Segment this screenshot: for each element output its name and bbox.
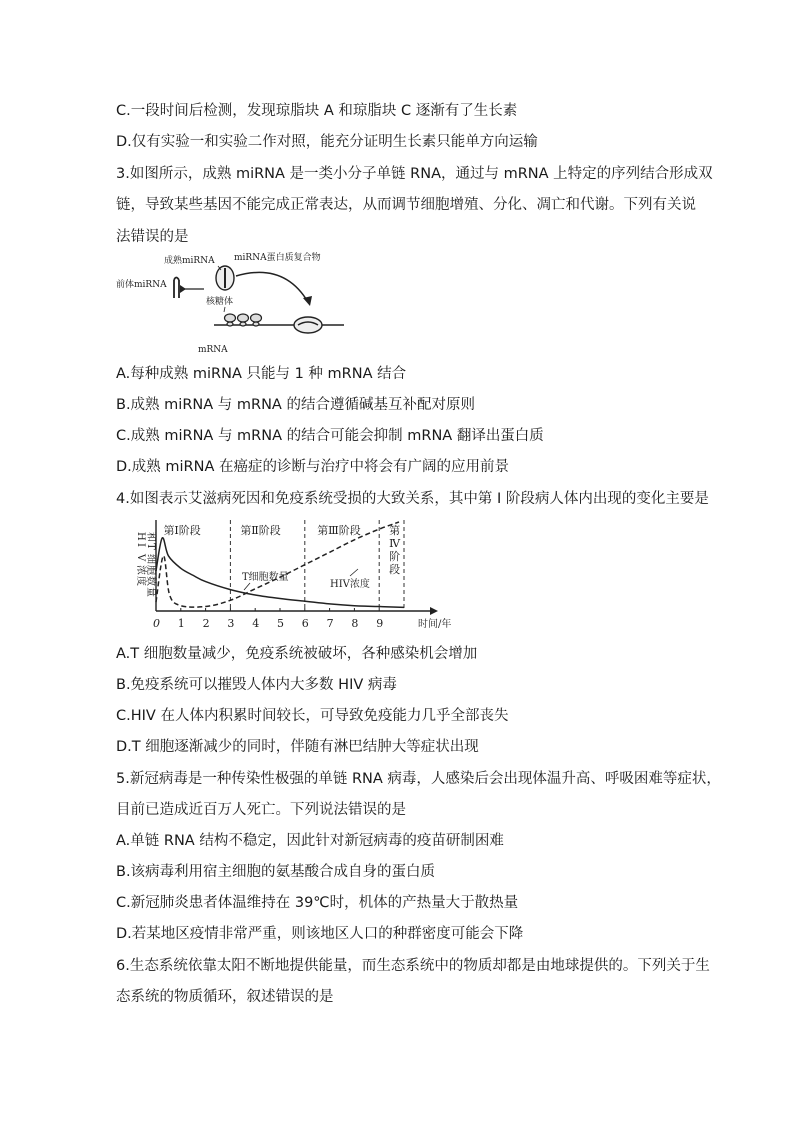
y-axis-label-char: 浓 bbox=[135, 565, 146, 575]
phase-label: 第Ⅱ阶段 bbox=[240, 524, 281, 537]
y-axis-label-char: 胞 bbox=[145, 565, 156, 575]
arrow-to-mrna bbox=[236, 272, 308, 302]
q3-stem-line1: 3.如图所示，成熟 miRNA 是一类小分子单链 RNA，通过与 mRNA 上特定的序列结合形成双 bbox=[116, 166, 713, 182]
y-axis-label-char: T bbox=[145, 543, 156, 550]
q6-stem-line2: 态系统的物质循环，叙述错误的是 bbox=[116, 989, 334, 1005]
y-axis-label-char: 细 bbox=[145, 554, 156, 564]
label-precursor-mirna: 前体miRNA bbox=[116, 280, 167, 290]
x-axis-arrow bbox=[430, 607, 438, 615]
hiv-chart bbox=[112, 514, 482, 636]
arrow-head-1 bbox=[180, 285, 186, 293]
q5-option-d: D.若某地区疫情非常严重，则该地区人口的种群密度可能会下降 bbox=[116, 926, 524, 942]
q2-option-c: C.一段时间后检测，发现琼脂块 A 和琼脂块 C 逐渐有了生长素 bbox=[116, 103, 518, 119]
x-tick-label: 0 bbox=[153, 617, 160, 630]
ribosomes bbox=[225, 314, 262, 326]
q4-option-c: C.HIV 在人体内积累时间较长，可导致免疫能力几乎全部丧失 bbox=[116, 708, 509, 724]
y-axis-label-char: 量 bbox=[145, 587, 156, 597]
phase-label-iv-char: 阶 bbox=[389, 550, 401, 563]
q4-option-d: D.T 细胞逐渐减少的同时，伴随有淋巴结肿大等症状出现 bbox=[116, 739, 479, 755]
q5-option-b: B.该病毒利用宿主细胞的氨基酸合成自身的蛋白质 bbox=[116, 864, 436, 880]
q5-option-c: C.新冠肺炎患者体温维持在 39℃时，机体的产热量大于散热量 bbox=[116, 895, 519, 911]
phase-label: 第Ⅲ阶段 bbox=[317, 524, 361, 537]
y-axis-label-char: 数 bbox=[145, 576, 156, 586]
q3-stem-line3: 法错误的是 bbox=[116, 229, 189, 245]
mirna-protein-complex bbox=[216, 266, 234, 290]
y-axis-label-char: I bbox=[135, 543, 146, 547]
y-axis-label-char: H bbox=[135, 532, 146, 541]
phase-label-iv-char: 第 bbox=[389, 524, 401, 537]
label-ribosome: 核糖体 bbox=[206, 297, 234, 307]
q2-option-d: D.仅有实验一和实验二作对照，能充分证明生长素只能单方向运输 bbox=[116, 134, 538, 150]
x-tick-label: 5 bbox=[277, 617, 284, 630]
phase-label-iv-char: Ⅳ bbox=[389, 537, 401, 550]
x-tick-label: 4 bbox=[252, 617, 260, 630]
x-tick-label: 2 bbox=[202, 617, 210, 630]
label-mrna: mRNA bbox=[198, 345, 228, 355]
x-tick-label: 7 bbox=[326, 617, 334, 630]
series-label-hiv: HIV浓度 bbox=[330, 579, 370, 590]
series-label-t-cells: T细胞数量 bbox=[242, 572, 289, 583]
q4-option-a: A.T 细胞数量减少，免疫系统被破坏，各种感染机会增加 bbox=[116, 646, 478, 662]
q4-option-b: B.免疫系统可以摧毁人体内大多数 HIV 病毒 bbox=[116, 677, 397, 693]
q5-stem-line1: 5.新冠病毒是一种传染性极强的单链 RNA 病毒，人感染后会出现体温升高、呼吸困难等症状， bbox=[116, 771, 721, 787]
y-axis-label-char: 和 bbox=[145, 532, 156, 542]
q5-stem-line2: 目前已造成近百万人死亡。下列说法错误的是 bbox=[116, 802, 406, 818]
x-tick-label: 6 bbox=[301, 617, 309, 630]
y-axis-label bbox=[135, 532, 158, 597]
y-axis-label-char: V bbox=[135, 554, 146, 562]
x-tick-label: 3 bbox=[227, 617, 235, 630]
label-mirna-complex: miRNA蛋白质复合物 bbox=[234, 253, 321, 263]
q3-option-d: D.成熟 miRNA 在癌症的诊断与治疗中将会有广阔的应用前景 bbox=[116, 459, 509, 475]
q3-option-c: C.成熟 miRNA 与 mRNA 的结合可能会抑制 mRNA 翻译出蛋白质 bbox=[116, 428, 544, 444]
q4-stem: 4.如图表示艾滋病死因和免疫系统受损的大致关系，其中第 I 阶段病人体内出现的变化主要是 bbox=[116, 491, 709, 507]
q3-stem-line2: 链，导致某些基因不能完成正常表达，从而调节细胞增殖、分化、凋亡和代谢。下列有关说 bbox=[116, 197, 696, 213]
x-tick-label: 8 bbox=[351, 617, 359, 630]
phase-label-iv-char: 段 bbox=[389, 563, 401, 576]
x-axis-label: 时间/年 bbox=[418, 619, 452, 630]
label-mature-mirna: 成熟miRNA bbox=[164, 256, 215, 266]
q6-stem-line1: 6.生态系统依靠太阳不断地提供能量，而生态系统中的物质却都是由地球提供的。下列关于生 bbox=[116, 958, 710, 974]
bound-complex-on-mrna bbox=[294, 317, 322, 333]
y-axis-label-char: 度 bbox=[135, 576, 146, 586]
q3-option-a: A.每种成熟 miRNA 只能与 1 种 mRNA 结合 bbox=[116, 366, 407, 382]
q3-option-b: B.成熟 miRNA 与 mRNA 的结合遵循碱基互补配对原则 bbox=[116, 397, 475, 413]
phase-label: 第Ⅰ阶段 bbox=[163, 524, 201, 537]
x-tick-label: 1 bbox=[177, 617, 185, 630]
q5-option-a: A.单链 RNA 结构不稳定，因此针对新冠病毒的疫苗研制困难 bbox=[116, 833, 504, 849]
mirna-diagram bbox=[112, 248, 372, 358]
x-tick-label: 9 bbox=[376, 617, 384, 630]
precursor-mirna-hairpin bbox=[174, 278, 179, 299]
